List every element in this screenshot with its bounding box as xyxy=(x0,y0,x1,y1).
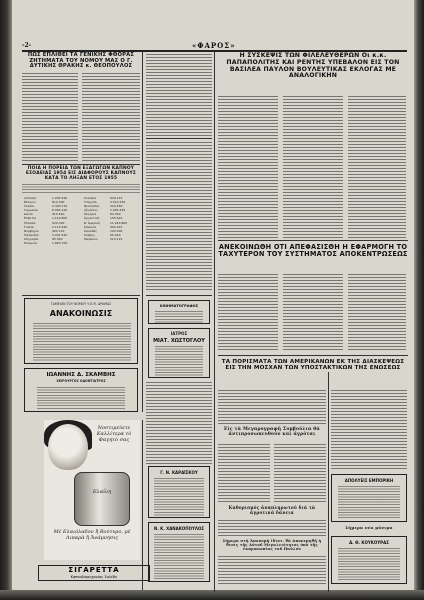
article-divider xyxy=(22,295,140,296)
notice-anakoinosis-title: ΑΝΑΚΟΙΝΩΣΙΣ xyxy=(49,309,113,318)
middle-column-text-3 xyxy=(146,382,212,464)
doctor-name: ΙΩΑΝΝΗΣ Δ. ΣΚΑΜΒΗΣ xyxy=(46,372,116,378)
middle-column-text-1 xyxy=(146,54,212,136)
article-divider xyxy=(146,295,212,296)
doctor-details xyxy=(37,387,125,409)
ad-tagline-top: Νοστιμεύετε Καλλίτερα τὸ Φαγητὸ σας xyxy=(96,425,132,443)
page-edge-bottom xyxy=(0,590,424,600)
notice-box-2 xyxy=(148,522,210,582)
column-divider xyxy=(142,52,143,412)
article-divider xyxy=(146,138,212,139)
notice-box-1-name: Γ. Ν. ΚΑΡΑΪΣΚΟΥ xyxy=(160,470,198,475)
headline-article-8: Σήμερα στὴ Ἀπονομὴ ἰδιοτ. θὰ ἀπονεμηθῆ ἡ θεσις τῆς Αὐτοῦ Μεγαλειότητος ὑπὸ τῆς ἐκπροσωπίας τοῦ Παύλου xyxy=(222,539,322,551)
article-divider xyxy=(218,240,408,241)
article-4-column-b xyxy=(283,274,343,352)
notice-box-2-name: Ν. Κ. ΧΑΝΑΚΟΠΟΥΛΟΣ xyxy=(153,526,205,531)
export-table-countries-right: Σουηδία Τσεχοσλ. Φινλανδία Αἴγυπτος Ἀλγερία Ἀργεντινή Β. Ἀμερική Ἰαπωνία Καναδᾶς Κύπρος Μαρόκον xyxy=(84,196,101,241)
cinema-listing xyxy=(155,311,203,323)
export-table-values-right: 640.115 2.510.330 210.450 1.005.220 84.300 155.610 11.240.800 402.915 120.300 65.440 210.115 xyxy=(110,196,128,241)
binding-shadow-left xyxy=(0,0,12,600)
headline-article-7: Καθορισμὸς ἀναπληρωτοῦ διὰ τὰ ἀγροτικὰ δάνεια xyxy=(228,505,316,515)
article-divider xyxy=(22,164,140,165)
notice-box-1-body xyxy=(154,478,204,516)
notice-box-4-body xyxy=(338,548,400,582)
headline-article-4: ΑΝΕΚΟΙΝΩΘΗ ΟΤΙ ΑΠΕΦΑΣΙΣΘΗ Η ΕΦΑΡΜΟΓΗ ΤΟ ΤΑΧΥΤΕΡΟΝ ΤΟΥ ΣΥΣΤΗΜΑΤΟΣ ΑΠΟΚΕΝΤΡΩΣΕΩΣ xyxy=(218,243,408,259)
column-divider xyxy=(214,52,215,592)
product-can-illustration xyxy=(74,472,130,526)
doctor-title: ΧΕΙΡΟΥΡΓΟΣ ΟΔΟΝΤΙΑΤΡΟΣ xyxy=(56,379,106,383)
article-2-intro xyxy=(22,184,140,194)
doctor-box-2 xyxy=(148,328,210,378)
column-divider xyxy=(328,372,329,592)
notice-box-3-name: ΑΠΟΛΥΕΙΣ ΕΜΠΟΡΙΚΗ xyxy=(344,478,394,483)
headline-article-3: Η ΣΥΣΚΕΨΙΣ ΤΩΝ ΦΙΛΕΛΕΥΘΕΡΩΝ Οι κ.κ. ΠΑΠΑΠΟΛΙΤΗΣ ΚΑΙ ΡΕΝΤΗΣ ΥΠΕΒΑΛΟΝ ΕΙΣ ΤΟΝ ΒΑΣΙΛΕΑ ΠΑΥΛΟΝ ΒΟΥΛΕΥΤΙΚΑΣ ΕΚΛΟΓΑΣ ΜΕ ΑΝΑΛΟΓΙΚΗΝ xyxy=(226,52,400,80)
doctor2-name: ΜΙΑΤ. ΧΩΣΤΟΓΛΟΥ xyxy=(153,338,205,344)
notice-doctor xyxy=(24,368,138,412)
article-1-column-a xyxy=(22,73,78,163)
article-1-column-b xyxy=(82,73,140,163)
advertisement xyxy=(44,420,140,560)
headline-article-1: ΠΩΣ ΕΠΛΙΘΕΙ ΤΑ ΓΕΝΙΚΗΣ ΦΘΟΡΑΣ ΖΗΤΗΜΑΤΑ ΤΟΥ ΝΟΜΟΥ ΜΑΣ Ο Γ. ΔΥΤΙΚΗΣ ΘΡΑΚΗΣ κ. ΘΕΟΠΟΥΛΟΣ xyxy=(27,52,135,70)
headline-article-6: Εἰς τὰ Μεγαρογραφῆ Συμβούλια θὰ ἀντιπροσωπευθοῦν καὶ ἀγρόται xyxy=(224,427,320,437)
cinema-title: ΚΙΝΗΜΑΤΟΓΡΑΦΟΣ xyxy=(159,304,199,308)
notice-box-2-body xyxy=(154,534,204,580)
article-3-column-b xyxy=(283,96,343,238)
woman-face-illustration xyxy=(48,424,88,470)
cigarette-brand-sub: Καπνοβιομηχανίας Σαλέβη xyxy=(70,575,118,579)
page-number: -2- xyxy=(22,42,32,49)
cinema-box xyxy=(148,300,210,324)
article-6-column-b xyxy=(274,444,326,504)
newspaper-title: «ΦΑΡΟΣ» xyxy=(192,41,236,50)
article-7-text xyxy=(218,520,326,538)
notice-anakoinosis-body xyxy=(33,323,131,361)
cigarette-ad xyxy=(38,565,150,581)
article-8-text xyxy=(218,556,326,586)
notice-anakoinosis xyxy=(24,298,138,364)
article-3-column-c xyxy=(348,96,406,238)
article-4-column-c xyxy=(348,274,406,352)
headline-article-2: ΠΟΙΑ Η ΠΟΡΕΙΑ ΤΩΝ ΕΞΑΓΩΓΩΝ ΚΑΠΝΟΥ ΕΣΟΔΕΙΑΣ 1954 ΕΙΣ ΔΙΑΦΟΡΟΥΣ ΚΑΠΝΟΥΣ ΚΑΤΑ ΤΟ ΛΗΞΑΝ ΕΤΟΣ 1955 xyxy=(25,166,137,181)
notice-box-4 xyxy=(331,536,407,584)
notice-box-3 xyxy=(331,474,407,522)
notice-anakoinosis-header: ΤΑΜΕΙΟΝ ΤΟΥ ΝΟΜΟΥ Υ.Π.Θ. ΔΡΑΜΑΣ xyxy=(50,302,112,306)
article-4-column-a xyxy=(218,274,278,352)
doctor2-details xyxy=(155,346,203,376)
ad-tagline-bottom: Μὲ Ελαιόλαδον ἢ Βούτυρο, μὲ Λιπαρὰ ἢ Ἀνάμνησις xyxy=(53,529,131,541)
product-name: Ελαΐνη xyxy=(92,489,112,495)
export-table-countries-left: Αὐστρία Βέλγιον Γαλλία Γερμανία Δανία Ἑλβετία Ἰσπανία Ἰταλία Νορβηγία Ὁλλανδία Οὑγγαρία Πολωνία xyxy=(24,196,39,246)
notice-box-1 xyxy=(148,466,210,518)
headline-article-5: ΤΑ ΠΟΡΙΣΜΑΤΑ ΤΩΝ ΑΜΕΡΙΚΑΝΩΝ ΕΚ ΤΗΣ ΔΙΑΣΚΕΨΕΩΣ ΕΙΣ ΤΗΝ ΜΟΣΧΑΝ ΤΩΝ ΥΠΟΣΤΑΚΤΙΚΩΝ ΤΗΣ ΕΝΩΣΕΩΣ xyxy=(221,359,405,372)
article-3-column-a xyxy=(218,96,278,238)
article-5-text xyxy=(218,390,326,424)
headline-article-9: Σήμερα νέα μόνιμα xyxy=(345,525,393,530)
article-divider xyxy=(218,355,408,356)
notice-box-4-name: Δ. Θ. ΚΟΥΚΟΥΡΑΣ xyxy=(349,540,389,545)
notice-box-3-body xyxy=(338,486,400,520)
article-6-column-a xyxy=(218,444,270,504)
cigarette-brand: ΣΙΓΑΡΕΤΤΑ xyxy=(68,566,120,574)
middle-column-text-2 xyxy=(146,142,212,292)
page-edge-right xyxy=(414,0,424,600)
doctor2-title: ΙΑΤΡΟΣ xyxy=(170,331,188,336)
right-column-text-1 xyxy=(331,390,407,470)
export-table-values-left: 1.204.560 812.300 2.340.115 8.905.220 310.440 1.110.805 520.300 2.115.620 402.110 3.201.540 95.300 1.820.700 xyxy=(52,196,68,246)
